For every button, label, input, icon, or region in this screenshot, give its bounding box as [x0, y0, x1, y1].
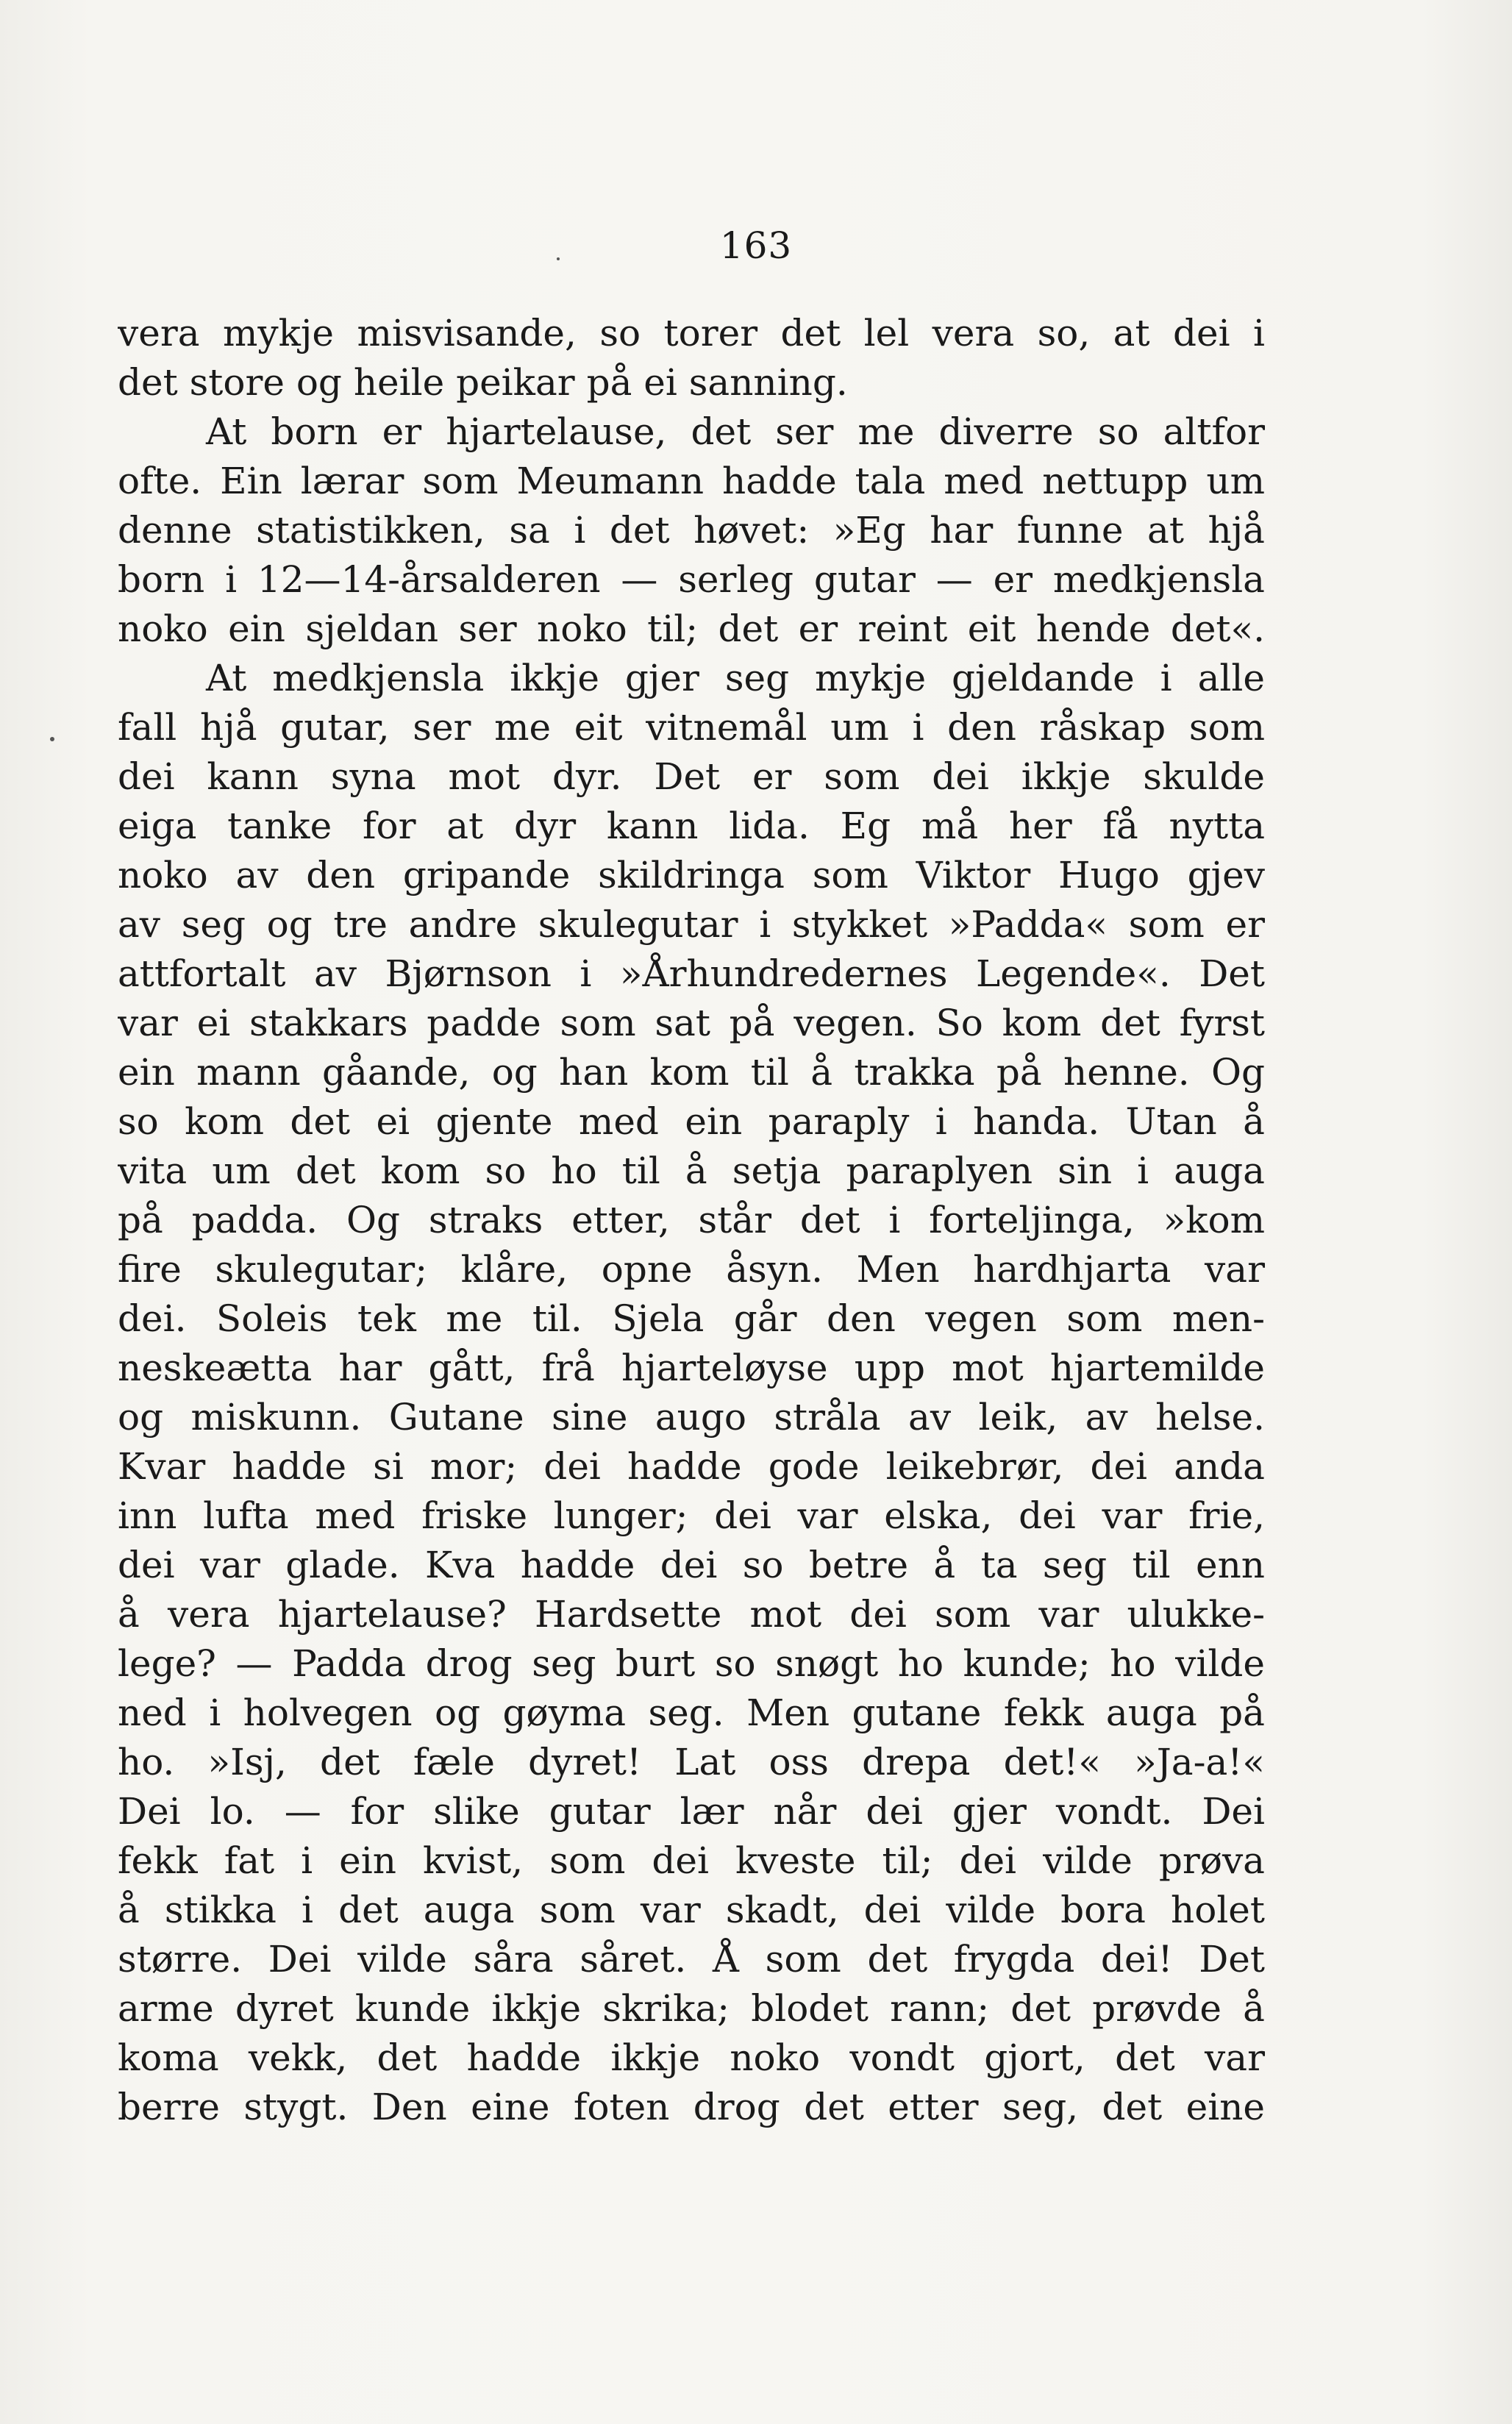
text-line: born i 12—14-årsalderen — serleg gutar — er medkjensla: [118, 558, 1265, 601]
text-line: Kvar hadde si mor; dei hadde gode leikebrør, dei anda: [118, 1445, 1265, 1488]
text-line: eiga tanke for at dyr kann lida. Eg må her få nytta: [118, 805, 1265, 847]
text-line: lege? — Padda drog seg burt so snøgt ho kunde; ho vilde: [118, 1642, 1265, 1685]
text-line: vita um det kom so ho til å setja paraplyen sin i auga: [118, 1149, 1265, 1192]
text-line: fall hjå gutar, ser me eit vitnemål um i den råskap som: [118, 706, 1265, 749]
text-line: å vera hjartelause? Hardsette mot dei som var ulukke-: [118, 1593, 1265, 1636]
text-line: denne statistikken, sa i det høvet: »Eg har funne at hjå: [118, 509, 1265, 552]
text-line: av seg og tre andre skulegutar i stykket »Padda« som er: [118, 903, 1265, 946]
text-line: inn lufta med friske lunger; dei var elska, dei var frie,: [118, 1494, 1265, 1537]
text-line: å stikka i det auga som var skadt, dei vilde bora holet: [118, 1889, 1265, 1931]
text-line: noko ein sjeldan ser noko til; det er reint eit hende det«.: [118, 607, 1265, 650]
page-number: 163: [719, 224, 793, 267]
margin-speck: [50, 737, 54, 741]
text-line: ein mann gåande, og han kom til å trakka på henne. Og: [118, 1051, 1265, 1094]
text-line: koma vekk, det hadde ikkje noko vondt gjort, det var: [118, 2036, 1265, 2079]
margin-speck: [557, 257, 560, 260]
text-line: større. Dei vilde såra såret. Å som det frygda dei! Det: [118, 1938, 1265, 1981]
text-line: var ei stakkars padde som sat på vegen. So kom det fyrst: [118, 1002, 1265, 1044]
text-line: fekk fat i ein kvist, som dei kveste til; dei vilde prøva: [118, 1839, 1265, 1882]
text-line: dei kann syna mot dyr. Det er som dei ikkje skulde: [118, 755, 1265, 798]
body-text: [118, 309, 1265, 2132]
text-line: ho. »Isj, det fæle dyret! Lat oss drepa det!« »Ja-a!«: [118, 1741, 1265, 1783]
text-line: so kom det ei gjente med ein paraply i handa. Utan å: [118, 1100, 1265, 1143]
text-line: berre stygt. Den eine foten drog det etter seg, det eine: [118, 2086, 1265, 2128]
text-line: noko av den gripande skildringa som Viktor Hugo gjev: [118, 854, 1265, 896]
text-line: attfortalt av Bjørnson i »Århundredernes Legende«. Det: [118, 952, 1265, 995]
text-line: neskeætta har gått, frå hjarteløyse upp mot hjartemilde: [118, 1347, 1265, 1389]
text-line: At medkjensla ikkje gjer seg mykje gjeldande i alle: [206, 657, 1265, 699]
text-line: ofte. Ein lærar som Meumann hadde tala med nettupp um: [118, 460, 1265, 502]
text-line: dei var glade. Kva hadde dei so betre å ta seg til enn: [118, 1544, 1265, 1586]
text-line: Dei lo. — for slike gutar lær når dei gjer vondt. Dei: [118, 1790, 1265, 1833]
text-line: vera mykje misvisande, so torer det lel vera so, at dei i: [118, 312, 1265, 354]
text-line: At born er hjartelause, det ser me diverre so altfor: [206, 410, 1265, 453]
text-line: dei. Soleis tek me til. Sjela går den vegen som men-: [118, 1297, 1265, 1340]
text-line: ned i holvegen og gøyma seg. Men gutane fekk auga på: [118, 1692, 1265, 1734]
text-line: arme dyret kunde ikkje skrika; blodet rann; det prøvde å: [118, 1987, 1265, 2030]
text-line: det store og heile peikar på ei sanning.: [118, 361, 848, 404]
text-line: og miskunn. Gutane sine augo stråla av leik, av helse.: [118, 1396, 1265, 1439]
text-line: fire skulegutar; klåre, opne åsyn. Men hardhjarta var: [118, 1248, 1265, 1291]
text-line: på padda. Og straks etter, står det i forteljinga, »kom: [118, 1199, 1265, 1241]
